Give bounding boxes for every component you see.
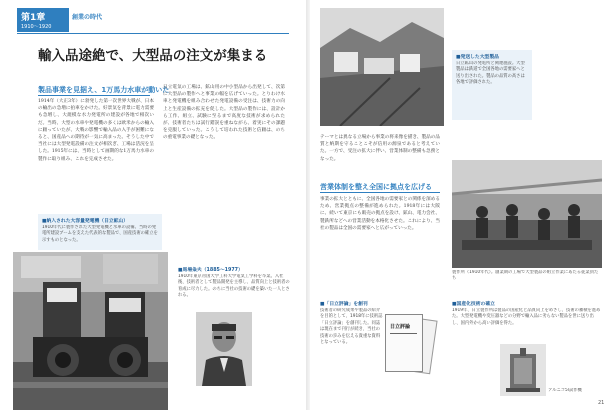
body-column-1: 1914年（大正3年）に勃発した第一次世界大戦が、日本の輸出の急増に拍車をかけた。好景気を背景に電力需要も急増し、大規模な水力発電所の建設が各地で相次いだ。当時、大型の水車や発電機の多くは欧米からの輸入に頼っていたが、大戦の影響で輸入品の入手が困難になると、国産品への期待が一気に高まった。そうした中で当社には大型発電設備の注文が相次ぎ、工場は活況を呈した。1915年には、当時として画期的な1万馬力水車の製作に取り組み、これを完成させた。 <box>38 99 154 162</box>
portrait-photo <box>196 312 252 386</box>
person-caption-title: ■馬場粂夫（1885〜1977） <box>178 268 243 273</box>
header-rule <box>17 33 289 34</box>
mine-caption-box <box>452 50 532 120</box>
body-column-2: 日立電気の工場は、鉱山用の中小型品から出発して、次第に大型品の製作へと事業の幅を広げていった。とりわけ水車と発電機を組み合わせた発電設備の受注は、技術力の向上と生産設備の拡充を促した。大型品の製作には、設計から工作、組立、試験に至るまで高度な技術が求められたが、技術者たちは試行錯誤を重ねながら、着実にその課題を克服していった。こうして培われた技術と信頼は、のちの重電事業の礎となった。 <box>163 85 285 141</box>
hydro-caption-title: ■納入された大容量発電機（日立鉱山） <box>42 219 129 224</box>
body-column-4: 事業の拡大とともに、全国各地の需要家との関係を深めるため、営業拠点の整備が進められた。1918年には大阪に、続いて東京にも販売の拠点を設け、鉱山、電力会社、製鉄所などへの営業活動を本格化させた。これにより、当社の製品は全国の需要家へと広がっていった。 <box>320 197 440 231</box>
page-gutter <box>306 0 310 410</box>
page-number: 21 <box>598 400 605 406</box>
chapter-years: 1910〜1920 <box>21 24 52 30</box>
tech-photo-label: アルニコ5l試作機 <box>548 388 582 393</box>
workshop-photo <box>452 160 602 268</box>
mine-photo <box>320 8 444 126</box>
magazine-cover <box>385 314 423 372</box>
tech-photo <box>500 344 546 396</box>
chapter-label: 第1章 <box>21 13 46 23</box>
magazine-cover-rule <box>390 333 417 334</box>
workshop-caption: 製作所（1910年代）。創業期の工場で大型製品の組立作業にあたる従業員たち <box>452 270 599 282</box>
tech-caption-title: ■国産化技術の確立 <box>452 302 495 307</box>
mine-caption-title: ■発送した大型製品 <box>456 55 499 60</box>
body-column-3: テーマとは異なる立場から事業の将来像を描き、製品の品質と納期を守ることこそが信用の源泉であると考えていた。一方で、受注の拡大に伴い、営業体制の整備も急務となった。 <box>320 135 440 162</box>
generator-photo <box>13 252 168 410</box>
section1-heading: 製品事業を見据え、1万馬力水車が動いた <box>38 86 170 94</box>
magazine-cover-title: 日立評論 <box>390 324 411 330</box>
tech-caption-text: 1919年、日立製作所は製品の国産化と品質向上をめざし、技術の蓄積を進めた。大型発電機や変圧器などの分野で輸入品に劣らない製品を世に送り出し、国内外から高い評価を得た。 <box>452 308 601 326</box>
article-title: 輸入品途絶で、大型品の注文が集まる <box>38 48 268 64</box>
magazine-caption-title: ■「日立評論」を創刊 <box>320 302 368 307</box>
section2-rule <box>320 192 440 193</box>
chapter-tab <box>17 8 69 32</box>
section1-rule <box>38 95 150 96</box>
era-label: 創業の時代 <box>72 14 103 21</box>
hydro-caption-box <box>38 214 162 250</box>
section2-heading: 営業体制を整え全国に拠点を広げる <box>320 183 432 191</box>
magazine-caption-text: 技術者の研究成果や製品の紹介を目的として、1918年に技術誌「日立評論」を創刊した。同誌は現在まで刊行が続き、当社の技術の歩みを伝える貴重な資料となっている。 <box>320 308 383 346</box>
person-caption-text: 1910年東京帝国大学工科大学電気工学科を卒業。入社後、技術者として製品開発を主導し、品質向上と技術者の育成に尽力した。のちに当社の技術の礎を築いた一人とされる。 <box>178 274 290 299</box>
mine-caption-text: 日立鉱山の発電所と関連施設。大型製品は鉄道で全国各地の需要家へと送り出された。製品の品質の高さは各地で評価された。 <box>456 61 525 86</box>
hydro-caption-text: 1910年代に製作された大型発電機と水車の設備。当時の発電所建設ブームを支えた代表的な製品で、国産技術の確立を示すものとなった。 <box>42 225 158 243</box>
